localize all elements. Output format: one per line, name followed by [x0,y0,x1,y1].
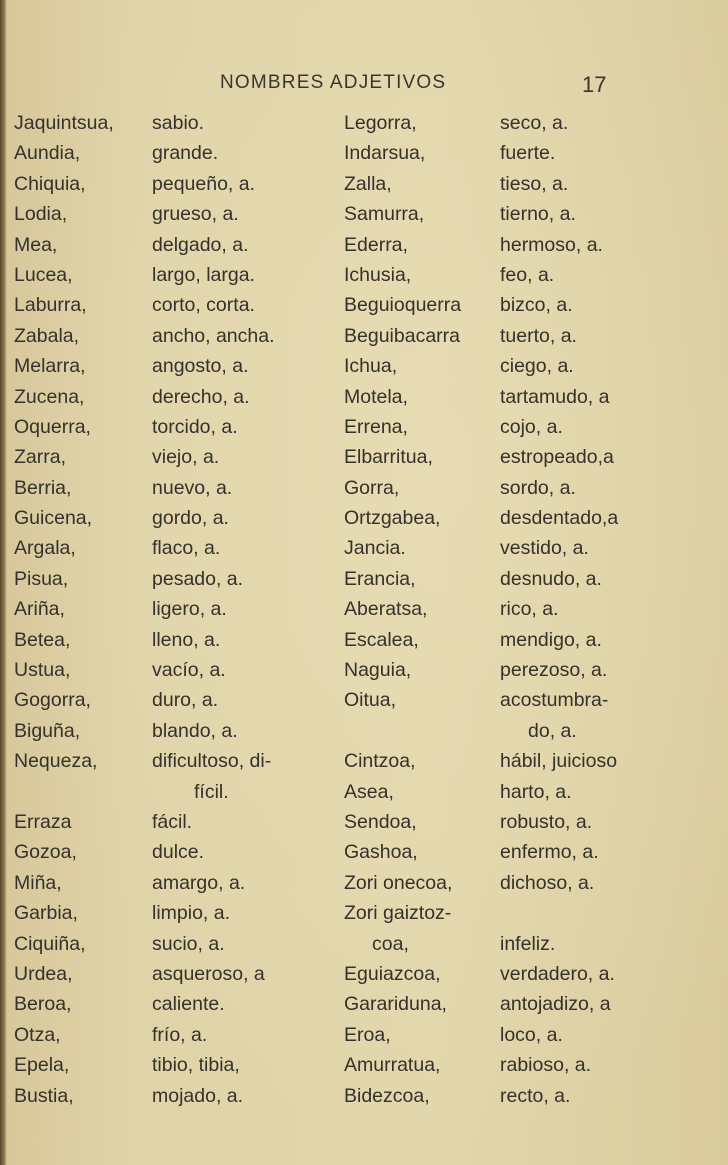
basque-term-right: Zori onecoa, [344,871,453,894]
vocabulary-row [0,929,728,959]
vocabulary-row [0,837,728,867]
basque-term-left: Jaquintsua, [14,112,114,134]
vocabulary-row [0,503,728,533]
vocabulary-row [0,655,728,685]
basque-term-right: Jancia. [344,537,406,560]
spanish-meaning-left: vacío, a. [152,659,226,682]
vocabulary-row [0,685,728,715]
basque-term-right: Zori gaiztoz- [344,902,452,925]
basque-term-left: Ariña, [14,598,65,621]
basque-term-right: Escalea, [344,628,419,651]
basque-term-right: coa, [372,932,409,955]
spanish-meaning-left: corto, corta. [152,294,255,317]
basque-term-right: Bidezcoa, [344,1084,430,1107]
vocabulary-row [0,351,728,381]
basque-term-right: Ortzgabea, [344,507,441,530]
basque-term-left: Lucea, [14,263,73,286]
vocabulary-list [0,108,728,1111]
vocabulary-row [0,777,728,807]
vocabulary-row [0,1020,728,1050]
vocabulary-row [0,1050,728,1080]
basque-term-right: Ichusia, [344,263,412,286]
basque-term-left: Guicena, [14,507,93,530]
vocabulary-row [0,716,728,746]
spanish-meaning-right: feo, a. [500,263,555,286]
spanish-meaning-left: delgado, a. [152,233,249,256]
basque-term-left: Gozoa, [14,841,77,864]
spanish-meaning-right: desnudo, a. [500,567,602,590]
basque-term-left: Epela, [14,1054,70,1077]
spanish-meaning-right: tuerto, a. [500,324,577,347]
basque-term-left: Otza, [14,1023,61,1046]
basque-term-left: Bustia, [14,1084,74,1107]
spanish-meaning-left: viejo, a. [152,446,220,469]
spanish-meaning-right: estropeado,a [500,446,614,469]
basque-term-right: Indarsua, [344,142,426,165]
spanish-meaning-left: pequeño, a. [152,172,256,195]
spanish-meaning-left: ancho, ancha. [152,324,275,347]
spanish-meaning-left: blando, a. [152,719,238,742]
spanish-meaning-left: frío, a. [152,1023,208,1046]
basque-term-left: Nequeza, [14,750,98,773]
basque-term-right: Eroa, [344,1023,391,1046]
basque-term-left: Lodia, [14,203,68,226]
spanish-meaning-left: sabio. [152,112,205,134]
spanish-meaning-right: mendigo, a. [500,628,602,651]
basque-term-right: Ichua, [344,355,398,378]
basque-term-left: Biguña, [14,719,81,742]
basque-term-right: Aberatsa, [344,598,428,621]
basque-term-left: Argala, [14,537,76,560]
spanish-meaning-right: rico, a. [500,598,559,621]
page-title: NOMBRES ADJETIVOS [220,72,447,93]
vocabulary-row [0,260,728,290]
basque-term-right: Gashoa, [344,841,418,864]
vocabulary-row [0,382,728,412]
spanish-meaning-right: antojadizo, a [500,993,611,1016]
vocabulary-row [0,959,728,989]
vocabulary-row [0,442,728,472]
spanish-meaning-right: vestido, a. [500,537,589,560]
basque-term-right: Beguibacarra [344,324,460,347]
basque-term-left: Gogorra, [14,689,91,712]
basque-term-right: Errena, [344,415,408,438]
basque-term-left: Mea, [14,233,58,256]
spanish-meaning-right: tierno, a. [500,203,576,226]
spanish-meaning-right: acostumbra- [500,689,609,712]
basque-term-left: Ciquiña, [14,932,86,955]
basque-term-right: Naguia, [344,659,412,682]
spanish-meaning-left: angosto, a. [152,355,249,378]
spanish-meaning-left: grande. [152,142,219,165]
vocabulary-row [0,746,728,776]
spanish-meaning-right: seco, a. [500,112,569,134]
basque-term-left: Betea, [14,628,71,651]
vocabulary-row [0,989,728,1019]
spanish-meaning-left: tibio, tibia, [152,1054,240,1077]
spanish-meaning-left: gordo, a. [152,507,229,530]
spanish-meaning-left: sucio, a. [152,932,225,955]
spanish-meaning-right: fuerte. [500,142,556,165]
vocabulary-row [0,230,728,260]
basque-term-right: Zalla, [344,172,392,195]
basque-term-right: Eguiazcoa, [344,962,441,985]
spanish-meaning-right: do, a. [528,719,577,742]
spanish-meaning-left: grueso, a. [152,203,239,226]
spanish-meaning-right: robusto, a. [500,810,593,833]
vocabulary-row [0,1081,728,1111]
vocabulary-row [0,138,728,168]
spanish-meaning-right: hábil, juicioso [500,750,618,773]
spanish-meaning-right: rabioso, a. [500,1054,592,1077]
spanish-meaning-left: asqueroso, a [152,962,265,985]
basque-term-left: Ustua, [14,659,71,682]
basque-term-left: Berria, [14,476,72,499]
spanish-meaning-right: bizco, a. [500,294,573,317]
basque-term-left: Zucena, [14,385,85,408]
spanish-meaning-left: fácil. [152,810,193,833]
spanish-meaning-left: torcido, a. [152,415,238,438]
basque-term-right: Motela, [344,385,408,408]
spanish-meaning-left: dulce. [152,841,205,864]
vocabulary-row [0,564,728,594]
page-number: 17 [582,72,607,97]
spanish-meaning-left: amargo, a. [152,871,246,894]
vocabulary-row [0,807,728,837]
spanish-meaning-right: perezoso, a. [500,659,608,682]
vocabulary-row [0,108,728,138]
basque-term-right: Legorra, [344,112,417,134]
spanish-meaning-right: cojo, a. [500,415,563,438]
vocabulary-row [0,625,728,655]
vocabulary-row [0,321,728,351]
vocabulary-row [0,594,728,624]
spanish-meaning-right: tartamudo, a [500,385,610,408]
basque-term-right: Elbarritua, [344,446,433,469]
spanish-meaning-right: desdentado,a [500,507,619,530]
basque-term-right: Garariduna, [344,993,447,1016]
spanish-meaning-right: hermoso, a. [500,233,603,256]
spanish-meaning-right: dichoso, a. [500,871,595,894]
vocabulary-row [0,473,728,503]
spanish-meaning-left: nuevo, a. [152,476,233,499]
basque-term-right: Cintzoa, [344,750,416,773]
spanish-meaning-left: dificultoso, di- [152,750,272,773]
spanish-meaning-left: duro, a. [152,689,219,712]
spanish-meaning-left: pesado, a. [152,567,244,590]
vocabulary-row [0,533,728,563]
vocabulary-row [0,199,728,229]
vocabulary-row [0,868,728,898]
basque-term-right: Samurra, [344,203,425,226]
basque-term-left: Laburra, [14,294,87,317]
vocabulary-row [0,290,728,320]
basque-term-left: Miña, [14,871,62,894]
basque-term-right: Beguioquerra [344,294,462,317]
basque-term-left: Pisua, [14,567,69,590]
basque-term-right: Amurratua, [344,1054,441,1077]
basque-term-left: Zarra, [14,446,67,469]
basque-term-left: Beroa, [14,993,72,1016]
spanish-meaning-left: flaco, a. [152,537,221,560]
vocabulary-row [0,898,728,928]
spanish-meaning-right: ciego, a. [500,355,574,378]
basque-term-left: Oquerra, [14,415,91,438]
spanish-meaning-right: recto, a. [500,1084,571,1107]
spanish-meaning-left: derecho, a. [152,385,250,408]
spanish-meaning-right: infeliz. [500,932,556,955]
vocabulary-row [0,169,728,199]
vocabulary-row [0,412,728,442]
basque-term-right: Erancia, [344,567,416,590]
spanish-meaning-left: limpio, a. [152,902,231,925]
basque-term-right: Gorra, [344,476,400,499]
basque-term-left: Erraza [14,810,72,833]
basque-term-right: Ederra, [344,233,408,256]
basque-term-left: Aundia, [14,142,81,165]
spanish-meaning-left: lleno, a. [152,628,221,651]
spanish-meaning-left: mojado, a. [152,1084,244,1107]
spanish-meaning-left: fícil. [194,780,229,803]
spanish-meaning-left: ligero, a. [152,598,227,621]
spanish-meaning-right: verdadero, a. [500,962,615,985]
spanish-meaning-right: tieso, a. [500,172,569,195]
spanish-meaning-right: enfermo, a. [500,841,599,864]
basque-term-left: Melarra, [14,355,86,378]
basque-term-left: Urdea, [14,962,73,985]
spanish-meaning-left: caliente. [152,993,225,1016]
spanish-meaning-right: harto, a. [500,780,572,803]
spanish-meaning-right: loco, a. [500,1023,563,1046]
page-header [0,72,728,102]
basque-term-right: Oitua, [344,689,397,712]
basque-term-right: Sendoa, [344,810,417,833]
basque-term-left: Garbia, [14,902,78,925]
basque-term-left: Zabala, [14,324,80,347]
basque-term-left: Chiquia, [14,172,86,195]
basque-term-right: Asea, [344,780,394,803]
spanish-meaning-right: sordo, a. [500,476,576,499]
spanish-meaning-left: largo, larga. [152,263,255,286]
